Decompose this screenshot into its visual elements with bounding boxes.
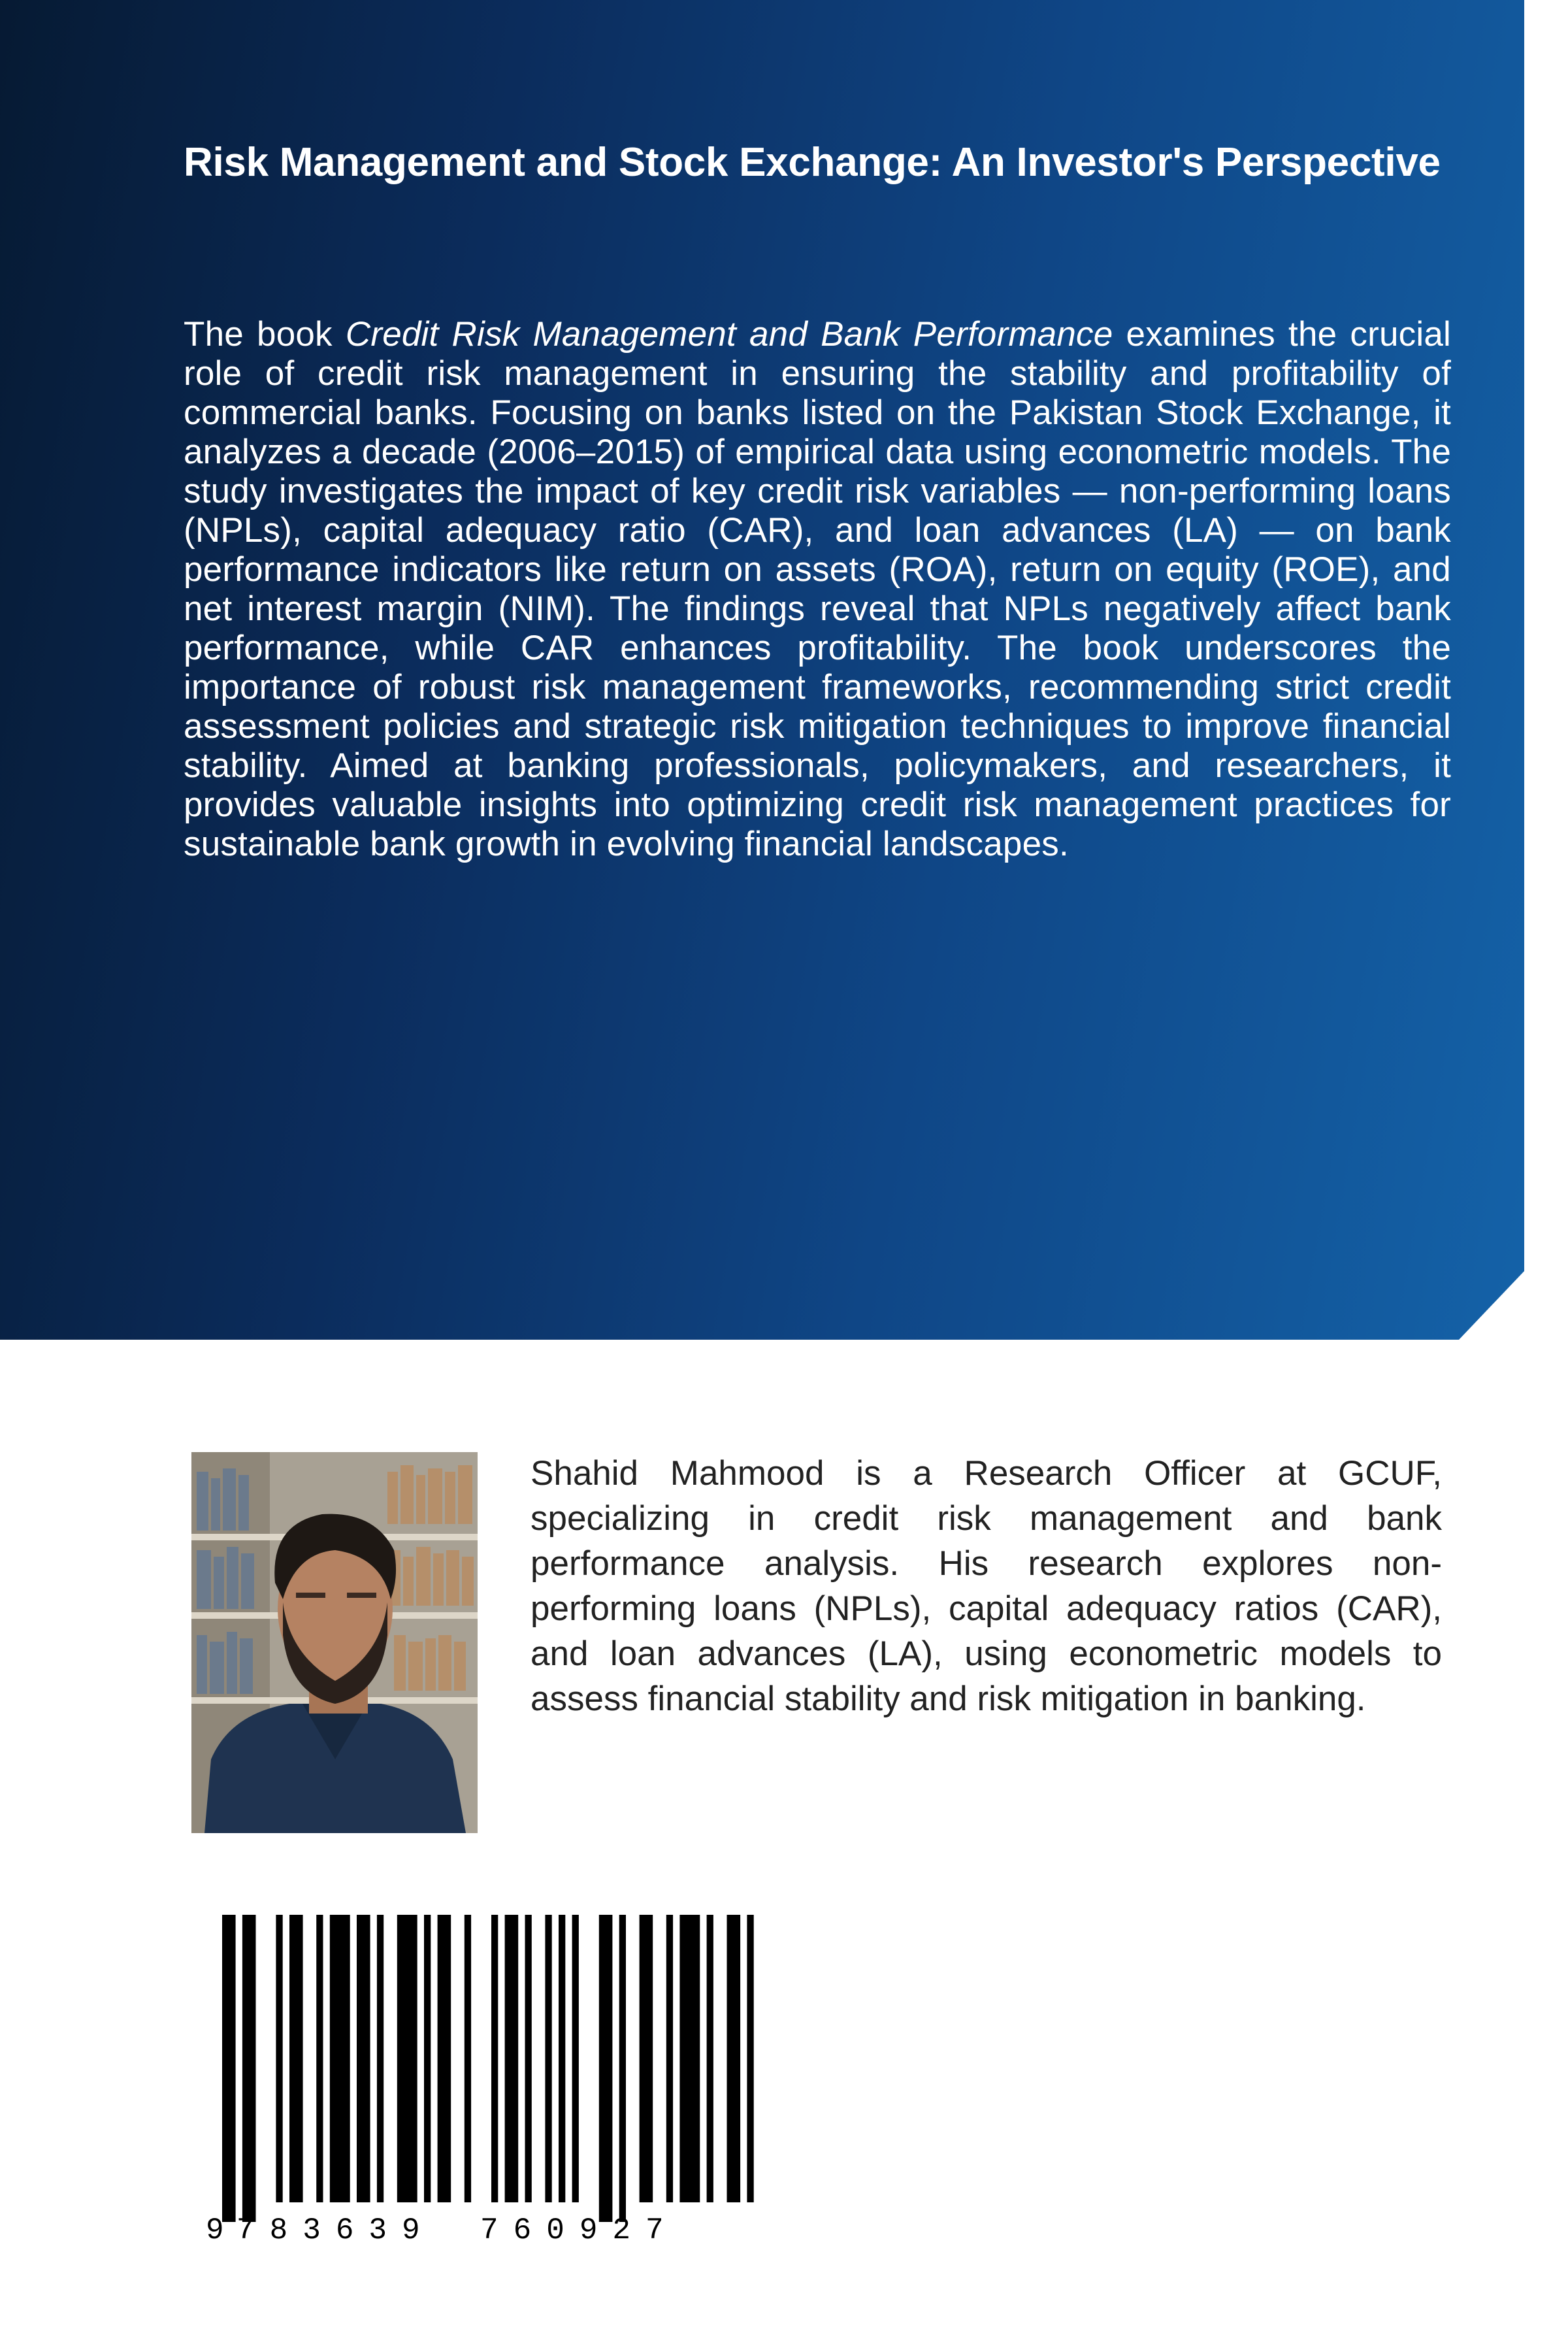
barcode-bar xyxy=(707,1915,713,2202)
isbn-barcode xyxy=(196,1908,758,2248)
barcode-bar xyxy=(545,1915,551,2202)
barcode-bar xyxy=(491,1915,498,2202)
barcode-bar xyxy=(276,1915,282,2202)
blurb-intro: The book xyxy=(184,315,346,354)
barcode-bar xyxy=(599,1915,613,2222)
author-bio: Shahid Mahmood is a Research Officer at GCUF, specializing in credit risk management and bank performance analysis. His research explores non-performing loans (NPLs), capital adequacy ratios (CAR), and loan advances (LA), using econometric models to assess financial stability and risk mitigation in banking. xyxy=(531,1454,1442,1718)
barcode-bar xyxy=(330,1915,350,2202)
barcode-bar xyxy=(357,1915,370,2202)
barcode-bar xyxy=(679,1915,700,2202)
blurb-book-title: Credit Risk Management and Bank Performance xyxy=(345,315,1113,354)
book-description xyxy=(184,315,1451,864)
barcode-bar xyxy=(640,1915,653,2202)
barcode-bar xyxy=(465,1915,471,2202)
barcode-bar xyxy=(747,1915,753,2202)
barcode-bar xyxy=(242,1915,256,2222)
blurb-body: examines the crucial role of credit risk management in ensuring the stability and profitability of commercial banks. Focusing on banks listed on the Pakistan Stock Exchange, it analyzes a decade (2006–2015) of empirical data using econometric models. The study investigates the impact of key credit risk variables — non-performing loans (NPLs), capital adequacy ratio (CAR), and loan advances (LA) — on bank performance indicators like return on assets (ROA), return on equity (ROE), and net interest margin (NIM). The findings reveal that NPLs negatively affect bank performance, while CAR enhances profitability. The book underscores the importance of robust risk management frameworks, recommending strict credit assessment policies and strategic risk mitigation techniques to improve financial stability. Aimed at banking professionals, policymakers, and researchers, it provides valuable insights into optimizing credit risk management practices for sustainable bank growth in evolving financial landscapes. xyxy=(184,315,1451,863)
book-title: Risk Management and Stock Exchange: An Investor's Perspective xyxy=(184,140,1441,185)
barcode-bar xyxy=(559,1915,565,2202)
barcode-bar xyxy=(619,1915,626,2222)
barcode-bar xyxy=(505,1915,519,2202)
barcode-bar xyxy=(397,1915,417,2202)
barcode-bar xyxy=(289,1915,303,2202)
barcode-bar xyxy=(727,1915,741,2202)
barcode-left-digits: 783639 xyxy=(237,2213,435,2247)
barcode-first-digit: 9 xyxy=(206,2213,224,2247)
barcode-bar xyxy=(438,1915,451,2202)
barcode-bar xyxy=(316,1915,323,2202)
barcode-right-digits: 760927 xyxy=(480,2213,679,2247)
barcode-bar xyxy=(525,1915,532,2202)
barcode-bar xyxy=(377,1915,384,2202)
barcode-bar xyxy=(572,1915,579,2202)
author-photo xyxy=(191,1452,478,1833)
barcode-bar xyxy=(666,1915,673,2202)
barcode-bar xyxy=(424,1915,431,2202)
barcode-bar xyxy=(222,1915,236,2222)
